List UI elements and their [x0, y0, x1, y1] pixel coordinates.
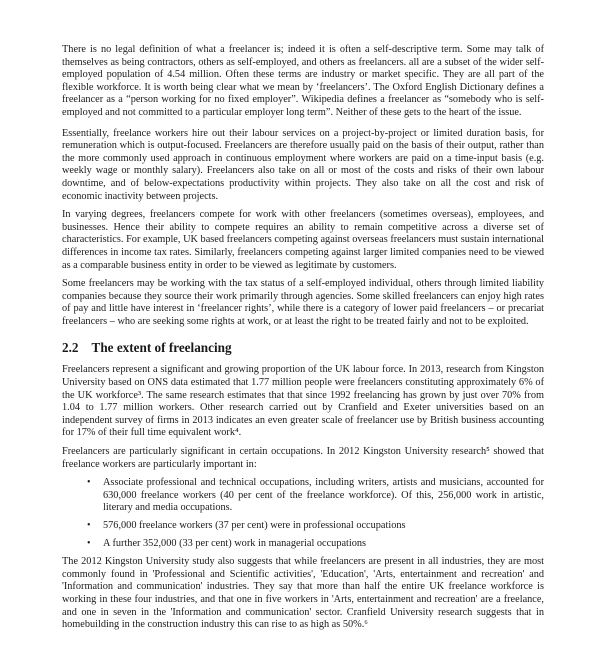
paragraph-tax-status: Some freelancers may be working with the tax status of a self-employed individual, others through limited liability companies because they source their work primarily through agencies. Some skilled freelancers can enjoy high rates of pay and little have interest in ‘freelancer rights’, while there is a category of lower paid freelancers – or precariat freelancers – who are seeking some rights at work, or at least the right to be treated fairly and not to be exploited. — [62, 278, 544, 327]
bullet-icon: • — [87, 537, 91, 549]
list-item-text: Associate professional and technical occupations, including writers, artists and musicians, accounted for 630,000 freelance workers (40 per cent of the freelance workforce). Of this, 256,000 work in artistic, literary and media occupations. — [103, 477, 544, 514]
paragraph-definition: There is no legal definition of what a freelancer is; indeed it is often a self-descriptive term. Some may talk of themselves as being contractors, others as self-employed, and others as freelancers. all are a subset of the wider self-employed population of 4.54 million. Often these terms are industry or market specific. They are all part of the flexible workforce. It is worth being clear what we mean by ‘freelancers’. The Oxford English Dictionary defines a freelancer as a “person working for no fixed employer”. Wikipedia defines a freelancer as “somebody who is self-employed and not committed to a particular employer long term”. Neither of these gets to the heart of the issue. — [62, 44, 544, 118]
bullet-icon: • — [87, 477, 91, 489]
section-number: 2.2 — [62, 340, 79, 356]
paragraph-essentially: Essentially, freelance workers hire out their labour services on a project-by-project or limited duration basis, for remuneration which is output-focused. Freelancers are therefore usually paid on the basis of their output, rather than the more commonly used approach in continuous employment where workers are paid on a time-input basis (e.g. weekly wage or monthly salary). Freelancers also take on all or most of the costs and risks of their own labour downtime, and of below-expectations productivity within projects. They also take on all the cost and risk of economic inactivity between projects. — [62, 127, 544, 202]
bullet-icon: • — [87, 520, 91, 531]
paragraph-occupations-intro: Freelancers are particularly significant in certain occupations. In 2012 Kingston University research⁵ showed that freelance workers are particularly important in: — [62, 446, 544, 470]
section-heading — [62, 340, 544, 356]
list-item-text: A further 352,000 (33 per cent) work in managerial occupations — [103, 537, 367, 549]
paragraph-kingston-study: The 2012 Kingston University study also suggests that while freelancers are present in all industries, they are most commonly found in 'Professional and Scientific activities', 'Education', 'Arts, entertainment and recreation' and 'Information and communication' industries. They say that more than half the entire UK freelance workforce is working in these four industries, and that one in five workers in 'Arts, entertainment and recreation' are a freelance, and one in seven in the 'Information and communication' sector. Cranfield University research suggests that in homebuilding in the construction industry this can rise to as high as 50%.⁶ — [62, 556, 544, 631]
paragraph-significance: Freelancers represent a significant and growing proportion of the UK labour force. In 2013, research from Kingston University based on ONS data estimated that 1.77 million people were freelancers constituting approximately 6% of the UK workforce³. The same research estimates that that since 1992 freelancing has grown by just over 70% from 1.04 to 1.77 million workers. Other research carried out by Cranfield and Exeter universities based on an independent survey of firms in 2013 indicates an even greater scale of freelancer use by British business accounting for 17% of their full time equivalent work⁴. — [62, 364, 544, 439]
occupation-list — [62, 477, 544, 550]
list-item-text: 576,000 freelance workers (37 per cent) were in professional occupations — [103, 520, 406, 531]
section-title: The extent of freelancing — [91, 340, 232, 356]
list-item — [87, 520, 544, 533]
paragraph-competition: In varying degrees, freelancers compete for work with other freelancers (sometimes overseas), employees, and businesses. Hence their ability to compete requires an ability to remain competitive across a diverse set of characteristics. For example, UK based freelancers competing against overseas freelancers must sustain international differences in income tax rates. Similarly, freelancers competing against larger limited companies need to be viewed as a comparable business entity in order to be viewed as legitimate by customers. — [62, 209, 544, 271]
list-item — [87, 477, 544, 515]
list-item — [87, 538, 544, 551]
